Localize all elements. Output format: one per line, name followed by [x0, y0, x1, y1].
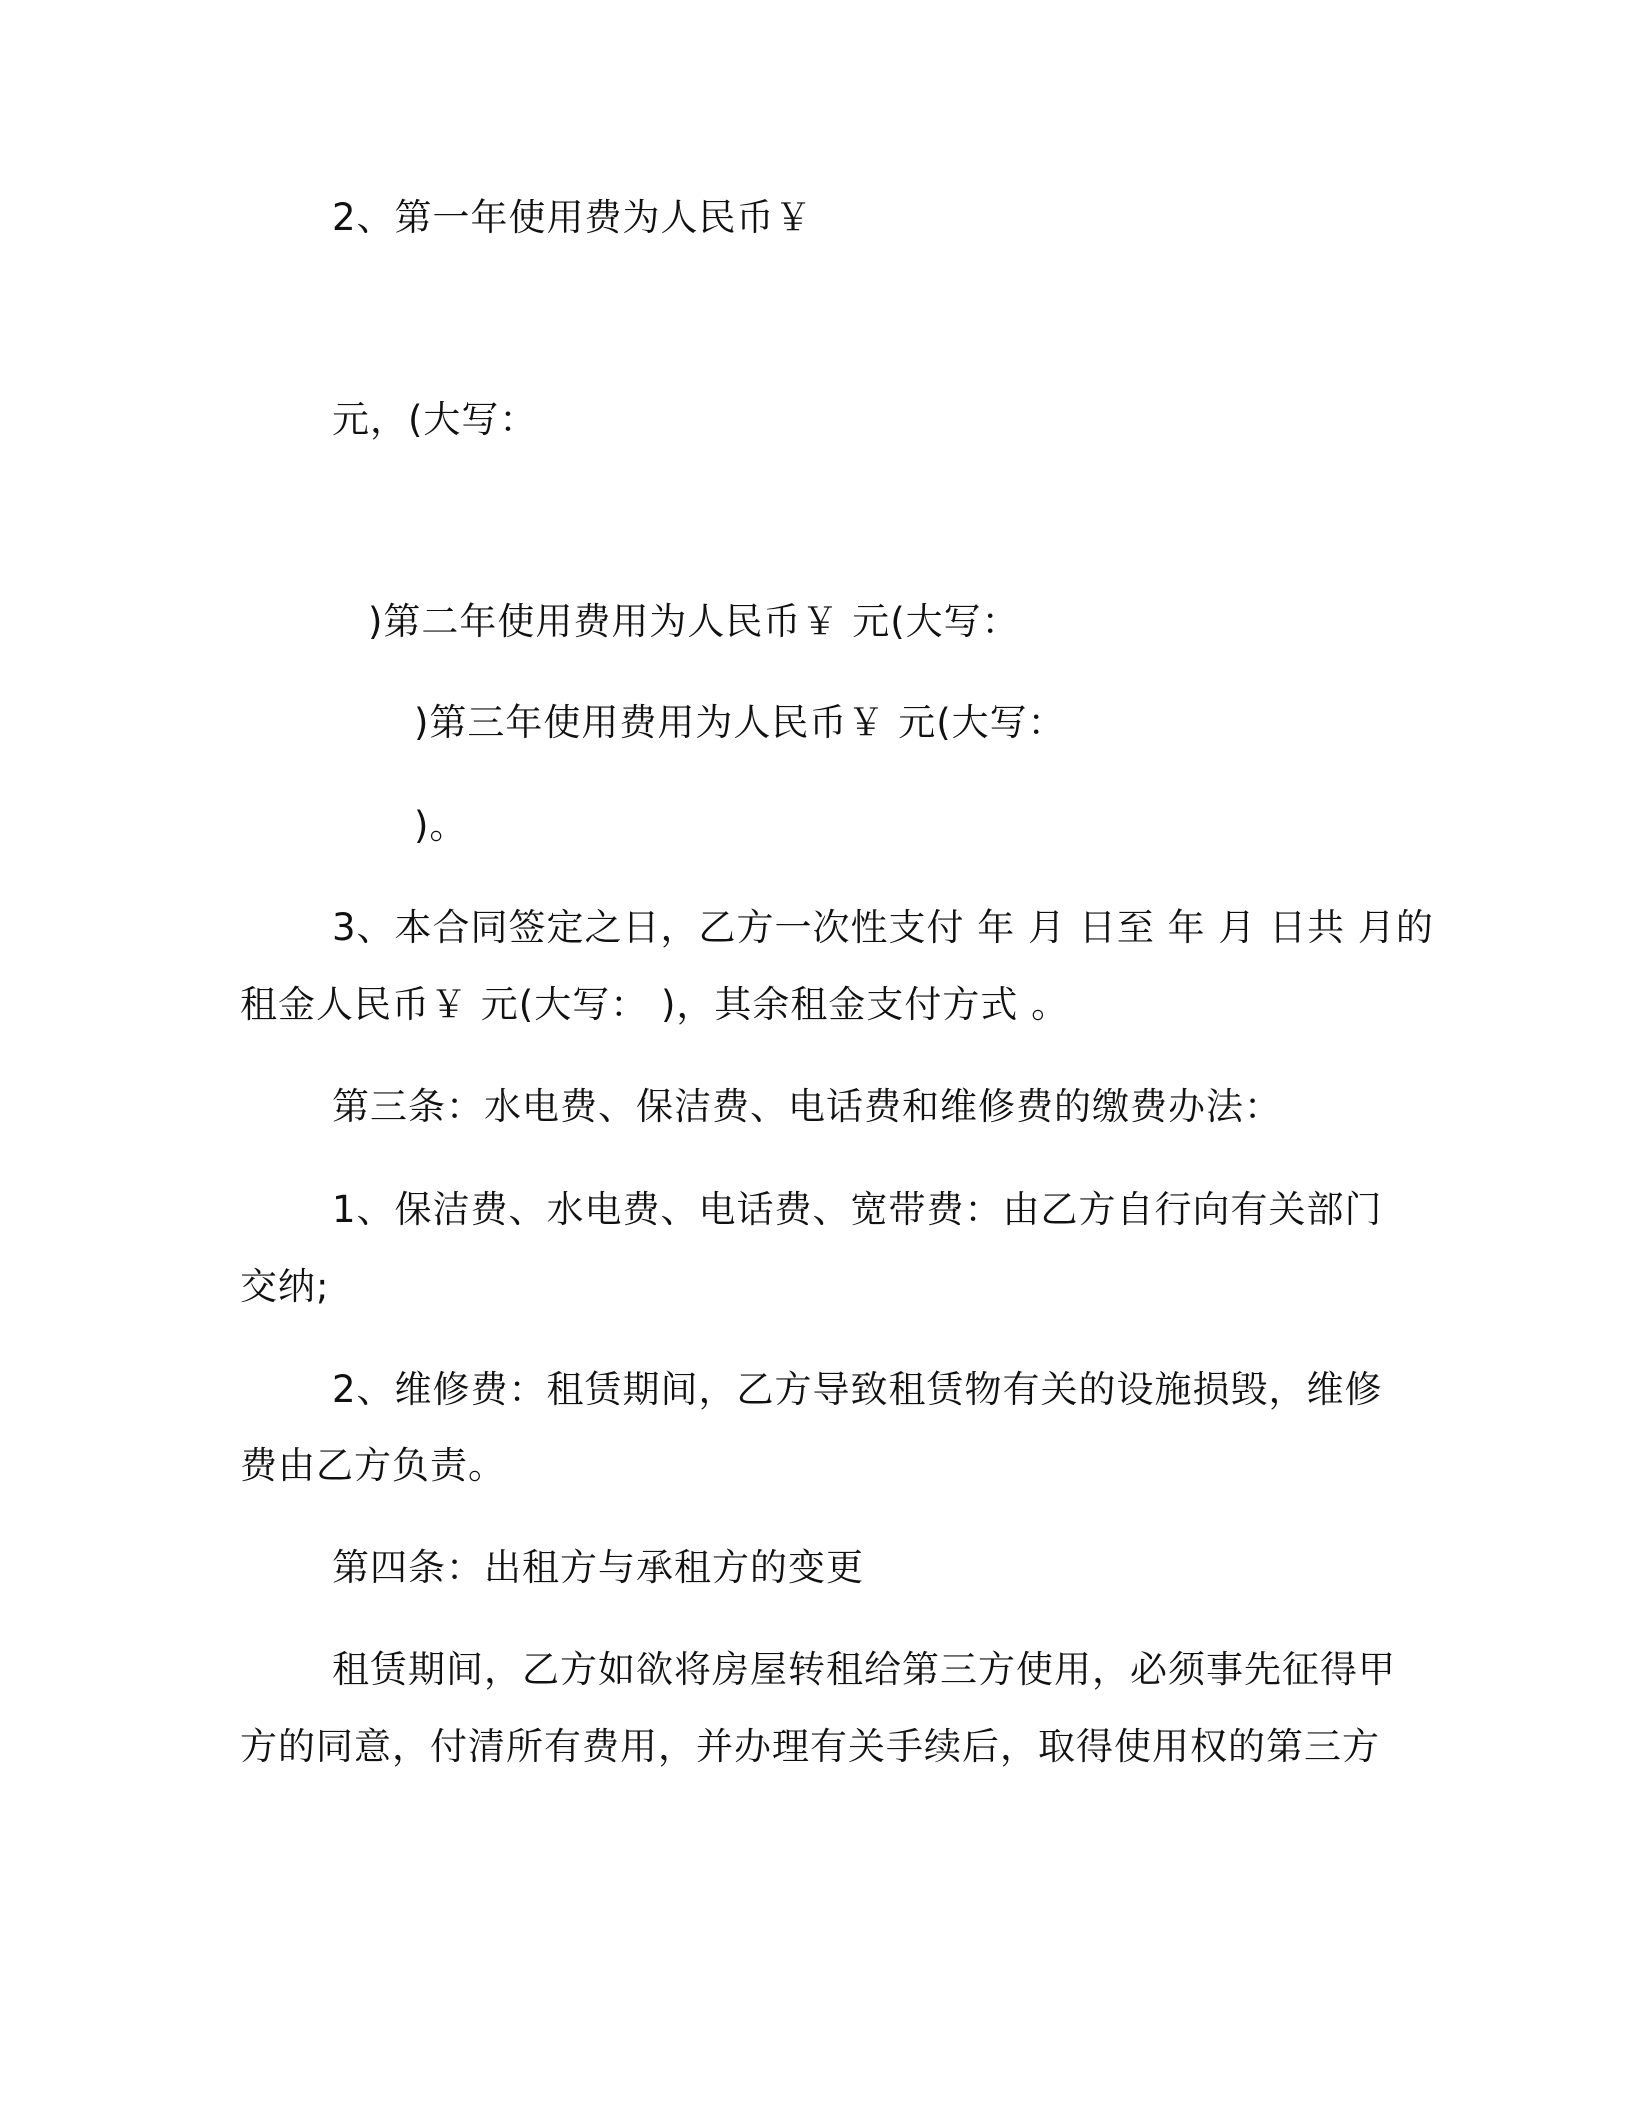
article-4-heading: 第四条：出租方与承租方的变更 — [332, 1546, 864, 1589]
closing-parenthesis-line: )。 — [414, 804, 468, 847]
article-3-item-1: 1、保洁费、水电费、电话费、宽带费：由乙方自行向有关部门 — [332, 1188, 1383, 1231]
article-3-item-2-continued: 费由乙方负责。 — [240, 1444, 506, 1487]
article-3-item-1-continued: 交纳; — [240, 1265, 330, 1308]
clause-3-payment: 3、本合同签定之日，乙方一次性支付 年 月 日至 年 月 日共 月的 — [332, 906, 1434, 949]
clause-2-first-year-fee: 2、第一年使用费为人民币￥ — [332, 196, 813, 239]
amount-in-words-first-year: 元，(大写： — [332, 398, 538, 441]
article-4-paragraph: 租赁期间，乙方如欲将房屋转租给第三方使用，必须事先征得甲 — [332, 1648, 1396, 1691]
third-year-fee: )第三年使用费用为人民币￥ 元(大写： — [414, 701, 1066, 744]
second-year-fee: )第二年使用费用为人民币￥ 元(大写： — [368, 600, 1020, 643]
article-4-paragraph-continued: 方的同意，付清所有费用，并办理有关手续后，取得使用权的第三方 — [240, 1725, 1380, 1768]
article-3-item-2: 2、维修费：租赁期间，乙方导致租赁物有关的设施损毁，维修 — [332, 1368, 1383, 1411]
clause-3-payment-continued: 租金人民币￥ 元(大写： )，其余租金支付方式 。 — [240, 983, 1070, 1026]
article-3-heading: 第三条：水电费、保洁费、电话费和维修费的缴费办法： — [332, 1085, 1282, 1128]
